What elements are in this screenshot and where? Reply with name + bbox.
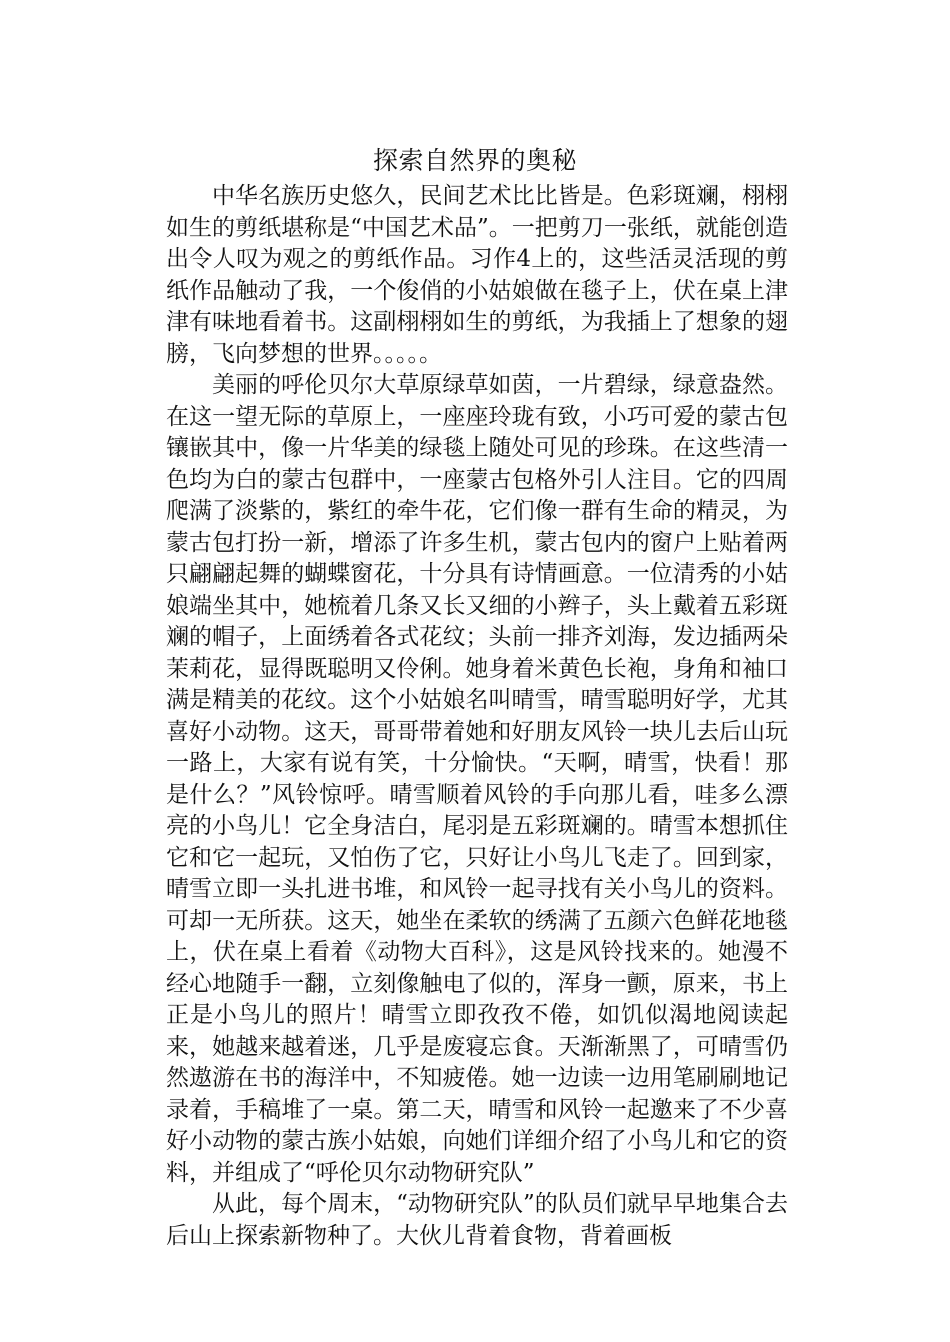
document-title: 探索自然界的奥秘 <box>372 146 577 175</box>
paragraph-3: 从此，每个周末，“动物研究队”的队员们就早早地集合去后山上探索新物种了。大伙儿背着食物，背着画板 <box>166 1191 788 1249</box>
paragraph-1: 中华名族历史悠久，民间艺术比比皆是。色彩斑斓，栩栩如生的剪纸堪称是“中国艺术品”。一把剪刀一张纸，就能创造出令人叹为观之的剪纸作品。习作4上的，这些活灵活现的剪纸作品触动了我，一个俊俏的小姑娘做在毯子上，伏在桌上津津有味地看着书。这副栩栩如生的剪纸，为我插上了想象的翅膀，飞向梦想的世界。。。。。 <box>166 183 788 367</box>
document-body <box>166 181 788 1252</box>
paragraph-2: 美丽的呼伦贝尔大草原绿草如茵，一片碧绿，绿意盎然。在这一望无际的草原上，一座座玲珑有致，小巧可爱的蒙古包镶嵌其中，像一片华美的绿毯上随处可见的珍珠。在这些清一色均为白的蒙古包群中，一座蒙古包格外引人注目。它的四周爬满了淡紫的，紫红的牵牛花，它们像一群有生命的精灵，为蒙古包打扮一新，增添了许多生机，蒙古包内的窗户上贴着两只翩翩起舞的蝴蝶窗花，十分具有诗情画意。一位清秀的小姑娘端坐其中，她梳着几条又长又细的小辫子，头上戴着五彩斑斓的帽子，上面绣着各式花纹；头前一排齐刘海，发边插两朵茉莉花，显得既聪明又伶俐。她身着米黄色长袍，身角和袖口满是精美的花纹。这个小姑娘名叫晴雪，晴雪聪明好学，尤其喜好小动物。这天，哥哥带着她和好朋友风铃一块儿去后山玩一路上，大家有说有笑，十分愉快。“天啊，晴雪，快看！那是什么？”风铃惊呼。晴雪顺着风铃的手向那儿看，哇多么漂亮的小鸟儿！它全身洁白，尾羽是五彩斑斓的。晴雪本想抓住它和它一起玩，又怕伤了它，只好让小鸟儿飞走了。回到家，晴雪立即一头扎进书堆，和风铃一起寻找有关小鸟儿的资料。可却一无所获。这天，她坐在柔软的绣满了五颜六色鲜花地毯上，伏在桌上看着《动物大百科》，这是风铃找来的。她漫不经心地随手一翻，立刻像触电了似的，浑身一颤，原来，书上正是小鸟儿的照片！晴雪立即孜孜不倦，如饥似渴地阅读起来，她越来越着迷，几乎是废寝忘食。天渐渐黑了，可晴雪仍然遨游在书的海洋中，不知疲倦。她一边读一边用笔刷刷地记录着，手稿堆了一桌。第二天，晴雪和风铃一起邀来了不少喜好小动物的蒙古族小姑娘，向她们详细介绍了小鸟儿和它的资料，并组成了“呼伦贝尔动物研究队” <box>166 372 788 1186</box>
